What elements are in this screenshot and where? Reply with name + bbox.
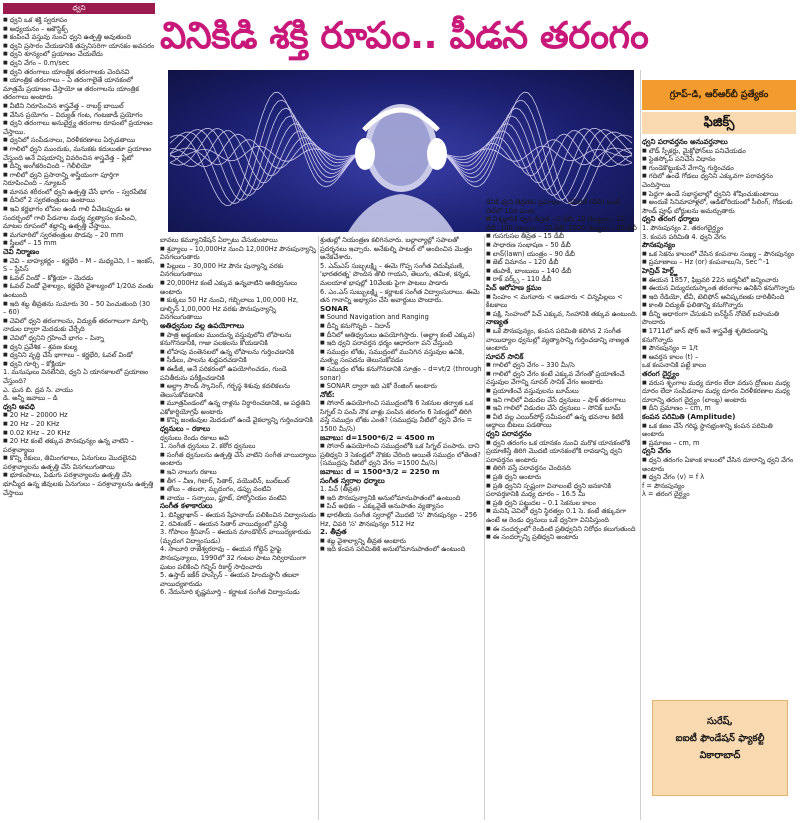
text-line: ■ సింహం < మగవారు < ఆడవారు < చిన్నపిల్లలు < కీటకాలు <box>486 293 638 310</box>
text-line: ■ మూత్రపిండంలో ఉన్న రాళ్లను నిర్ధారించడానికి, ఆ పద్ధతిని ఎకోకార్డియోగ్రఫీ అంటారు <box>160 399 316 416</box>
text-line: 6. నేదునూరి కృష్ణమూర్తి – కర్ణాటక సంగీత విద్వాంసుడు <box>160 588 300 597</box>
text-line: ఎ. ఘన బి. ద్రవ సి. వాయు <box>3 385 73 394</box>
text-line: ■ ఇవి నాలుగు రకాలు <box>160 468 316 477</box>
text-line: ■ ప్రతి ధ్వని పట్టుదల – 0.1 సెకనుల కాలం <box>486 499 638 508</box>
text-line: 3. కంపన పరిమితి 4. ధ్వని వేగం <box>642 232 727 241</box>
col1-body <box>3 16 155 497</box>
text-line: ■ ప్రతి ధ్వనిని స్పష్టంగా వినాలంటే ధ్వని జనకానికి పరావర్తకానికి మధ్య దూరం – 16.5 మీ <box>486 482 638 499</box>
text-line: ■ లోహపు వంతెనలలో ఉన్న లోపాలను గుర్తించడానికి <box>160 348 316 357</box>
text-line: ■ ధ్వని తరంగం ఏకాంక కాలంలో చేసిన దూరాన్ని ధ్వని వేగం అంటారు <box>642 456 796 473</box>
text-line: ■ గుండెకొట్టుకునే వేగాన్ని గుర్తించడం <box>642 164 796 173</box>
text-line: ■ 1711లో జాన్ షోర్ అనే శాస్త్రవేత్త శృతిదండాన్ని కనుగొన్నారు <box>642 327 796 344</box>
section-heading: సంగీత స్వరాల ధర్మాలు <box>320 475 385 485</box>
text-line: ■ వీటిని నిరూపించిన శాస్త్రవేత్త – రాబర్ట్ బాయిల్ <box>3 102 155 111</box>
section-heading: ధ్వని వేగం <box>642 446 671 456</box>
section-heading: సూపర్ సానిక్ <box>486 351 524 361</box>
section-heading: తరంగ దైర్ఘ్యం <box>642 369 680 379</box>
section-heading: ధ్వనులు – రకాలు <box>160 424 211 434</box>
text-line: ■ కొన్ని రేకులు, తిమింగలాలు, ఏనుగులు మొదలైనవి పరశ్రావ్యాలను ఉత్పత్తి చేసి వినగలుగుతాయి <box>3 454 155 471</box>
text-line: ■ వీటి వల్ల ఎయిర్‌పోర్ట్ సమీపంలో ఉన్న భవనాల కిటికీ అద్దాలు బీటలు పడతాయి <box>486 413 638 430</box>
text-line: ■ పాత్ర అడ్డంకుల ముందున్న వస్తువులోని లోపాలను కనుగొనడానికి, గాజు పలకలను కోయడానికి <box>160 331 316 348</box>
text-line: ■ యాంత్రిక తరంగాలు – ఏ తరంగాలైతే యానకంలో మాత్రమే ప్రయాణం చేస్తాయో ఆ తరంగాలను యాంత్రిక తరంగాలు అంటారు <box>3 76 155 102</box>
section-heading: సంగీత కళాకారులు <box>160 501 213 511</box>
text-line: ■ గాలిలో ధ్వని వేగం – 330 మీ/సె <box>486 361 638 370</box>
section-heading: ధ్వని పరావర్తనం అనువర్తనాలు <box>642 138 728 146</box>
section-heading: నాణ్యత <box>486 317 509 327</box>
text-line: ■ 20 Hz – 20 KHz <box>3 420 155 429</box>
text-line: ■ దీనిలో 2 స్వరతంత్రులు ఉంటాయి <box>3 196 155 205</box>
text-line: శ్రుతుల్లో నియంత్రణ కలిగినవారు. బల్లాల్యాల్లో సపాలతో ప్రదర్శనలు ఇచ్చారు. అనేకుల్ని పాటల్‌ లో అందించిన మొత్తం అనేకచేశారు. <box>320 236 473 262</box>
text-line: 1. పిచ్ (తీవ్రత) <box>320 485 361 494</box>
text-line: 1. సంగీత ధ్వనులు 2. కఠోర ధ్వనులు <box>160 442 256 451</box>
text-line: 1. పౌనఃపున్యం 2. తరంగదైర్ఘ్యం <box>642 223 724 232</box>
text-line: దీనికి ధ్వని తీవ్రతకు ప్రమాణం – డెసిబెల్ (డీబీ) అంటే బెల్‌లో 10వ వంతు <box>486 198 621 215</box>
author-box <box>652 700 788 796</box>
text-line: ■ గాలిలో ధ్వని వేగం కంటే ఎక్కువ వేగంతో ప్రయాణించే వస్తువుల వేగాన్ని సూపర్ సానిక్ వేగం అంటారు <box>486 370 638 387</box>
column-4 <box>486 198 638 820</box>
text-line: ■ గాలిలో ధ్వని ప్రసారాన్ని శాస్త్రీయంగా పూర్తిగా నిరూపించింది – న్యూటన్ <box>3 171 155 188</box>
text-line: 2. రవిశంకర్ – ఈయన సితార్ వాయిద్యంలో ప్రసిద్ధి <box>160 519 288 528</box>
section-heading: నోట్: <box>320 389 335 399</box>
text-line: ■ 0.02 KHz – 20 KHz <box>3 429 155 438</box>
text-line: ■ సీడీలు, పాలను శుద్ధపరచడానికి <box>160 356 316 365</box>
section-heading: హెన్రిచ్ హెర్ట్జ్ <box>642 265 678 275</box>
text-line: ■ ఇవి కర్ణభాగం లోపల ఉండి గాలి వీచేటప్పుడు ఆ సందర్భంలో గాలి పీడనాల మధ్య వ్యత్యాసం కంపించి, మాటల రూపంలో శబ్దాన్ని ఉత్పత్తి చేస్తాయి. <box>3 205 155 231</box>
text-line: ■ నిశ్శబ్దానికి ధ్వని తీవ్రత – 0 డీబీ, 10 డెబ్బులు – 10 డీబీ, 100 డెబ్బులు – 20 డీబీ, 1000 డెబ్బులు – 30 డీబీ <box>486 215 638 232</box>
section-heading: చెవి నిర్మాణం <box>3 247 40 257</box>
section-heading: పౌనఃపున్యం <box>642 240 676 250</box>
text-line: ■ చెవిలో ధ్వనిని గ్రహించే భాగం – పిన్నా <box>3 334 155 343</box>
text-line: ■ 20 Hz – 20000 Hz <box>3 411 155 420</box>
text-line: ■ ధ్వని తరంగాలు అనుదైర్ఘ్య తరంగాల రూపంలో ప్రయాణం చేస్తాయి. <box>3 119 155 136</box>
text-line: ■ లాన్(lawn) యంత్రం – 90 డీబీ <box>486 250 638 259</box>
section-heading: 2. తీవ్రత <box>320 527 347 537</box>
text-line: ■ ధ్వని వేగం (v) = f λ <box>642 473 796 482</box>
text-line: λ = తరంగ దైర్ఘ్యం <box>642 490 690 499</box>
text-line: ■ అల్ట్రా సౌండ్ స్కానింగ్, గర్భస్థ శిశువు కదలికలను తెలుసుకోవడానికి <box>160 382 316 399</box>
text-line: ■ దీన్ని కనుగొన్నది – నిదాన్ <box>320 322 482 331</box>
text-line: ■ భూకంపాలు, పిడుగు పరశ్రావ్యాలను ఉత్పత్తి చేసి భూమ్మీద ఉన్న జీవులకు ఏనుగులు – పరశ్రావ్యాలను ఉత్పత్తి చేస్తాయి <box>3 471 155 497</box>
text-line: ■ ఓవల్ విండో వైశాల్యం, కర్ణభేరి వైశాల్యంలో 1/20వ వంతు ఉంటుంది <box>3 282 155 299</box>
text-line: ■ తీగ – వీణ, గిటార్, సితార్, వయొలిన్, బుల్‌బుల్ <box>160 477 316 486</box>
text-line: ■ ప్రతి ధ్వని అంటారు <box>486 473 638 482</box>
text-line: ■ గాలిలో ధ్వని ముందుకు, మనుకకు కదులుతూ ప్రయాణం చేస్తుంది అనే విషయాన్ని వివరించిన శాస్త్రవేత్త – ప్లేటో <box>3 145 155 162</box>
text-line: ■ వాయు – సన్నాయి, ఫ్లూట్, హార్మోనియం వంటివి <box>160 494 316 503</box>
text-line: ■ కుక్కలు 50 Hz నుంచి, గబ్బిలాలు 1,00,000 Hz, డాల్ఫిన్ 1,00,000 Hz వరకు పౌనఃపున్యాన్ని వినగలుగుతాయి <box>160 296 316 322</box>
text-line: ■ మనిషి చెవిలో ధ్వని స్థిరత్వం 0.1 సె. కంటే తక్కువగా ఉంటే ఆ రెండు ధ్వనులు ఒకే ధ్వనిగా వినిపిస్తుంది <box>486 507 638 524</box>
text-line: ■ ఈ సందర్భంలో రెండింటి ప్రతిధ్వనిని నిరోధం కలుగుతుంది <box>486 525 638 534</box>
text-line: ■ 20,000Hz కంటే ఎక్కువ ఉన్నవాటిని అతిధ్వనులు అంటారు <box>160 279 316 296</box>
text-line: ■ పెద్దగా ఉండే సభాస్థలాల్లో ధ్వనిని శోషించుకుంటాయి <box>642 190 796 199</box>
author-name: సురేష్, <box>707 716 733 727</box>
text-line: 1. బిస్మిల్లాఖాన్ – ఈయన షేహనాయ్ పలికించిన విద్వాంసుడు <box>160 511 316 519</box>
text-line: ■ లౌడ్ స్పీకర్లు, మైక్రోఫోన్‌లు పనిచేయడం <box>642 147 796 156</box>
text-line: ■ సోనార్ ఉపయోగించి సముద్రంలోకి ఒక సిగ్నల్ పంపారు. దాని ప్రతిధ్వని 3 సెకండ్లలో నౌకకు చేరింది అయితే సముద్రం లోతెంత? <box>320 442 482 459</box>
text-line: ■ పిల్లులు – 30,000 Hz పౌనః పున్యాన్ని వరకు వినగలుగుతాయి <box>160 262 316 279</box>
text-line: ■ ప్రయాణించే వస్తువులను బూమ్‌లు <box>486 387 638 396</box>
text-line: ■ పిచ్ అధికం – ఎక్కువైతే అనుపాతం వ్యత్యాసం <box>320 502 482 511</box>
text-line: ■ రాక్ వర్క్స్ – 110 డీబీ <box>486 275 638 284</box>
text-line: ■ ఈడీజీ, అనే పరికరంలో ఉపయోగించడం, గుండె పనితీరును పరీక్షించడానికి <box>160 365 316 382</box>
text-line: ■ ఇది కంపన పరిమితికి అనులోమానుపాతంలో ఉంటుంది <box>320 545 482 554</box>
text-line: ■ ఒకే పౌనఃపున్యం, కంపన పరిమితి కలిగిన 2 సంగీత వాయిద్యాల ధ్వనుల్లో వ్యత్యాసాన్ని గుర్తించడాన్ని నాణ్యత అంటారు <box>486 327 638 353</box>
text-line: ■ కాంతి విద్యుత్ ఫలితాన్ని కనుగొన్నారు <box>642 301 796 310</box>
text-line: ■ చెవిలో ధ్వని తరంగాలను, విద్యుత్ తరంగాలుగా మార్చి నాడుల ద్వారా మెదడుకు చేర్చేది <box>3 317 155 334</box>
text-line: ■ సాధారణ సంభాషణ – 50 డీబీ <box>486 241 638 250</box>
text-line: ■ ప్రమాణం – cm, m <box>642 439 796 448</box>
author-place: వికారాబాద్ <box>699 750 741 761</box>
text-line: ■ దీన్ని అంగీకరించింది – గెలీలియో <box>3 162 155 171</box>
column-3 <box>320 236 482 820</box>
text-line: ■ జెట్ విమానం – 120 డీబీ <box>486 258 638 267</box>
section-heading: ధ్వని తరంగ ధర్మాలు <box>642 214 700 224</box>
section-heading: జవాబు: d=1500*6/2 = 4500 m <box>320 432 435 442</box>
text-line: ■ ఈ సందర్భాన్ని ప్రతిధ్వని అంటారు <box>486 533 638 542</box>
column-5 <box>642 138 796 678</box>
text-line: ■ ఈయన 1857, ఫిబ్రవరి 22న జర్మనీలో జన్మించారు <box>642 276 796 285</box>
column-tag: ధ్వని <box>3 3 155 14</box>
text-line: ■ అధ్యయనం – ఆకౌస్టిక్స్ <box>3 25 155 34</box>
text-line: ■ అందుకే సినిమాహాళ్లలో, ఆడిటోరియంలో సీలింగ్, గోడలకు సౌండ్ ప్రూఫ్ బోర్డులను అమర్చుతారు <box>642 198 796 215</box>
text-line: ■ గుసగుసల తీవ్రత – 15 డీబీ <box>486 232 638 241</box>
article-title: వినికిడి శక్తి రూపం.. పీడన తరంగం <box>160 14 649 57</box>
text-line: ■ కంపించే వస్తువు నుంచి ధ్వని ఉత్పత్తి అవుతుంది <box>3 33 155 42</box>
text-line: ■ ఓవల్ విండో – కోక్లియా – మెదడు <box>3 274 155 283</box>
text-line: ■ 20 Hz కంటే తక్కువ పౌనఃపున్యం ఉన్న వాటిని – పరశ్రావ్యాలు <box>3 437 155 454</box>
text-line: 6. ఎం.ఎస్ సుబ్బులక్ష్మి – కర్ణాటక సంగీత విద్వాంసురాలు. ఈమె తన గానాన్ని అభ్యాసం చేసి అవార్డులు పొందారు. <box>320 287 480 305</box>
text-line: ■ సముద్రం లోతు కనుగొనడానికి సూత్రం – d=vt/2 (through sonar) <box>320 365 482 382</box>
section-heading: SONAR <box>320 303 349 313</box>
text-line: ■ స్త్రీలలో – 15 mm <box>3 239 155 248</box>
text-line: ■ స్టెతస్కోప్ పనిచేసే విధానం <box>642 155 796 164</box>
text-line: ■ పక్షి, సింహంలో పిచ్ ఎక్కువ, సింహానికి తక్కువ ఉంటుంది. <box>486 310 638 319</box>
text-line: ■ ధ్వని గూర్చి – కోక్లియా <box>3 360 155 369</box>
text-line: ■ తిరిగి వస్తే పరావర్తనం చెందినది <box>486 464 638 473</box>
text-line: 3. గోపాలం శ్రీనివాస్ – ఈయన మాండొలిన్ వాయిద్యకారుడు (మృదంగ విద్వాంసుడు) <box>160 528 311 545</box>
text-line: (సముద్రపు నీటిలో ధ్వని వేగం =1500 మీ/సె) <box>320 459 438 468</box>
text-line: 5. ఎమ్‌ఎస్ సుబ్బలక్ష్మి – ఈమె గొప్ప సంగీత విదుషీమణి, 'భారతరత్న' పొందిన తొలి గాయని, తెలుగు, తమిళ, కన్నడ, మలయాళ భాషల్లో 10వేలకు పైగా పాటలు పాడారు <box>320 261 471 287</box>
text-line: ■ శబ్ద వైశాల్యాన్ని తీవ్రత అంటారు <box>320 537 482 546</box>
text-line: ధ్వనులు రెండు రకాలు అవి <box>160 433 229 442</box>
text-line: ■ గదిలో ఉండే గోడలు ధ్వనిని ఎక్కువగా పరావర్తనం చెందిస్తాయి <box>642 172 796 189</box>
subject-heading: ఫిజిక్స్ <box>642 112 796 134</box>
text-line: ■ ధ్వనిని వృద్ధి చేసే భాగాలు – కర్ణభేరి, ఓవల్ విండో <box>3 351 155 360</box>
text-line: ■ ఈయన విద్యుదయస్కాంత తరంగాల ఉనికిని కనుగొన్నారు <box>642 284 796 293</box>
text-line: 5. ఉస్తాద్ జకీర్ హుస్సేన్ – ఈయన హిందుస్థానీ తబలా వాయిద్యకారుడు <box>160 571 299 588</box>
text-line: బావలు కమ్యూనికేషన్ ఏర్పాటు చేసుకుంటాయి <box>160 236 278 244</box>
text-line: ■ ఇది పౌనఃపున్యానికి అనులోమానుపాతంలో ఉంటుంది <box>320 494 482 503</box>
text-line: ■ ఇది శబ్ద తీవ్రతను సుమారు 30 – 50 పెంచుతుంది (30 – 60) <box>3 300 155 317</box>
section-heading: అతిధ్వనుల వల్ల ఉపయోగాలు <box>160 320 245 330</box>
text-line: ■ భారతీయ సంగీత స్వరాల్లో మొదటి 'స' పౌనఃపున్యం – 256 Hz, చివరి 'స' పౌనఃపున్యం 512 Hz <box>320 511 482 528</box>
text-line: f = పౌనఃపున్యం <box>642 481 685 490</box>
text-line: ■ శ్రవ్యాలు – 10,000Hz నుంచి 12,000Hz పౌనఃపున్యాన్ని వినగలుగుతారు <box>160 245 316 262</box>
text-line: ■ దీని ప్రమాణం – cm, m <box>642 404 796 413</box>
column-divider <box>318 236 319 820</box>
text-line: ■ తోలు – తబలా, మృదంగం, డప్పు వంటివి <box>160 485 316 494</box>
section-heading: జవాబు: d = 1500*3/2 = 2250 m <box>320 467 440 477</box>
text-line: ■ దీన్ని ఆధారంగా చేసుకుని ఐన్‌స్టీన్ నోబెల్ బహుమతి పొందారు <box>642 310 796 327</box>
text-line: ■ ధ్వని తరంగాలు యాంత్రిక తరంగాలకు చెందినవి <box>3 68 155 77</box>
text-line: ■ పౌనఃపున్యం = 1/t <box>642 344 796 353</box>
text-line: ■ మానవ శరీరంలో ధ్వని ఉత్పత్తి చేసే భాగం – స్వరపేటిక <box>3 188 155 197</box>
text-line: ■ ఇది ధ్వని పరావర్తన ధర్మం ఆధారంగా పని చేస్తుంది <box>320 339 482 348</box>
text-line: ■ ధ్వనిలో సంపీడనాలు, విరళీకరణాలు ఏర్పడతాయి <box>3 136 155 145</box>
section-heading: ధ్వని అవధి <box>3 401 35 411</box>
text-line: ■ కొన్ని జంతువుల మెదడులో ఉండే వైకల్యాన్ని గుర్తించడానికి <box>160 416 316 425</box>
column-divider <box>640 70 641 820</box>
text-line: 4. సాలూరి రాజేశ్వరరావు – ఈయన గోల్డెన్ హైఫై పౌనఃపున్యాలు, 1990లో 32 గంటల పాటు నిర్విరామంగా ఘటం పలికించి గిన్నిస్ రికార్డ్ సాధించారు <box>160 545 307 571</box>
text-line: డి. అన్నీ జవాబు – డి <box>3 394 58 403</box>
section-heading: ధ్వని పరావర్తనం <box>486 429 532 439</box>
text-line: ■ ధ్వని ప్రవేశిక – శ్రవణ కుల్య <box>3 343 155 352</box>
text-line: ■ ధ్వని ప్రసారం చేయడానికి తప్పనిసరిగా యానకం అవసరం <box>3 42 155 51</box>
section-heading: కంపన పరిమితి (Amplitude) <box>642 412 736 421</box>
section-heading: పిచ్ ఆరోహణ క్రమం <box>486 282 542 292</box>
text-line: ■ దీనిలో అతిధ్వనులు ఉపయోగిస్తారు. (అల్ట్రా కంటే ఎక్కువ) <box>320 331 482 340</box>
text-line: ■ వేసిన ప్రయోగం – విద్యుత్ గంట, గంటజాడీ ప్రయోగం <box>3 111 155 120</box>
text-line: ■ ఇది రేడియో, టీవీ, టెలిఫోన్ ఆవిష్కరణకు దారితీసింది <box>642 293 796 302</box>
section-banner: గ్రూప్-డి, ఆర్ఆర్‌బీ ప్రత్యేకం <box>642 80 796 110</box>
text-line: ■ ఒక సెకను కాలంలో చేసిన కంపనాల సంఖ్య – పౌనఃపున్యం <box>642 250 796 259</box>
column-1 <box>3 3 155 820</box>
text-line: ■ తుపాకీ, బాంబులు – 140 డీబీ <box>486 267 638 276</box>
text-line: ■ ధ్వని తరంగం ఒక యానకం నుంచి మరొక యానకంలోకి ప్రయాణిస్తే తిరిగి మొదటి యానకంలోకి రావడాన్ని ధ్వని పరావర్తనం అంటారు <box>486 439 638 465</box>
text-line: 1. మనుషులు వినలేనిది, ధ్వని ఏ యానకాలలో ప్రయాణం చేస్తుంది? <box>3 368 149 385</box>
text-line: ■ సముద్రం లోతు, సముద్రంలో మునిగిన వస్తువుల ఉనికి, మత్స్య సంపదను తెలుసుకోవడం <box>320 348 482 365</box>
text-line: ■ మగవారిలో స్వరతంత్రుల పొడవు – 20 mm <box>3 231 155 240</box>
text-line: ■ వరుస శృంగాల మధ్య దూరం లేదా వరుస ద్రోణుల మధ్య దూరం లేదా సంపీడనాల మధ్య దూరం విరళీకరణాల మధ్య దూరాన్ని తరంగ దైర్ఘ్యం (లాంబ్డ) అంటారు <box>642 379 796 405</box>
text-line: ■ SONAR ద్వారా ఇది ఎకో రేంజింగ్ అంటారు <box>320 382 482 391</box>
text-line: ■ సంగీత ధ్వనులను ఉత్పత్తి చేసే వాటిని సంగీత వాయిద్యాలు అంటారు <box>160 451 316 468</box>
text-line: ■ Sound Navigation and Ranging <box>320 313 482 322</box>
text-line: ■ ఇవి గాలిలో విడుదల చేసే ధ్వనులు – షాక్ తరంగాలు <box>486 396 638 405</box>
text-line: ■ ధ్వని వేగం – 0.m/sec <box>3 59 155 68</box>
column-2 <box>160 236 316 820</box>
text-line: ■ ధ్వని శూన్యంలో ప్రయాణం చేయలేదు <box>3 50 155 59</box>
column-divider <box>484 236 485 820</box>
text-line: ■ చెవి – బాహ్యకర్ణం – కర్ణభేరి – M – మధ్యచెవి, I – ఇంకస్, S – స్టేపిస్ <box>3 257 155 274</box>
text-line: ■ ప్రమాణాలు – Hz (or) కంపనాలు/సె, Sec^-1 <box>642 258 796 267</box>
text-line: ■ ధ్వని ఒక శక్తి స్వరూపం <box>3 16 155 25</box>
text-line: ■ ఒక కణం చేసే గరిష్ఠ స్థానభ్రంశాన్ని కంపన పరిమితి అంటారు <box>642 422 796 439</box>
text-line: ■ ఆవర్తన కాలం (t) – <box>642 353 796 362</box>
text-line: ■ సోనార్ ఉపయోగించి సముద్రంలోకి 6 సెకనుల తర్వాత ఒక సిగ్నల్ ని పంపి నౌక వాళ్లు పంపిన తరంగం 6 సెకండ్లలో తిరిగి వస్తే సముద్రం లోతు ఎంత? (సముద్రపు నీటిలో ధ్వని వేగం = 1500 మీ/సె) <box>320 399 482 433</box>
text-line: ■ ఇవి గాలిలో విడుదల చేసే ధ్వనులు – సోనిక్ బూమ్ <box>486 404 638 413</box>
author-role: ఐఐటీ ఫౌండేషన్ ఫ్యాకల్టీ <box>675 733 765 744</box>
text-line: ఒక కంపనానికి పట్టే కాలం <box>642 361 707 370</box>
